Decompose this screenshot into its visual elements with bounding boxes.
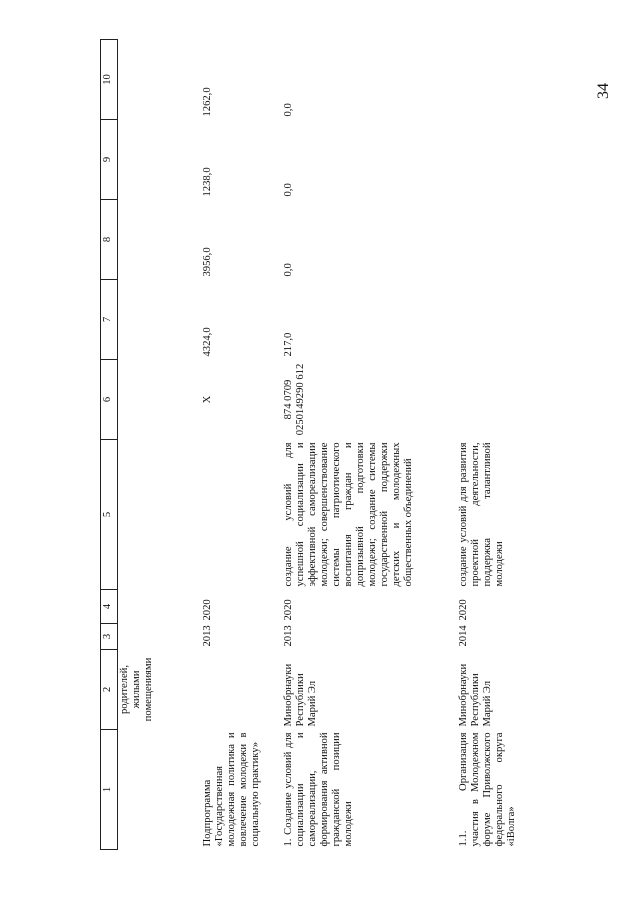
column-number: 2: [101, 650, 118, 730]
cell-value: 217,0: [283, 332, 294, 357]
cell-name: 1.1. Организация участия в Молодежном форуме Приволжского федерального округа «iВолга»: [458, 732, 517, 847]
budget-table: [100, 39, 519, 850]
cell-value: [118, 280, 183, 360]
column-number: 3: [101, 624, 118, 650]
cell-end-year: 2020: [458, 599, 469, 621]
cell-result: [182, 440, 279, 590]
column-number: 7: [101, 280, 118, 360]
cell-value: 1238,0: [202, 167, 213, 197]
cell-code: X: [202, 395, 213, 404]
cell-value: 1262,0: [202, 87, 213, 117]
cell-value: [118, 120, 183, 200]
cell-value: 0,0: [283, 263, 294, 277]
cell-start-year: [118, 624, 183, 650]
table-row-continuation: [118, 40, 183, 850]
cell-value: [454, 40, 519, 120]
cell-value: 0,0: [283, 103, 294, 117]
column-number: 10: [101, 40, 118, 120]
cell-code: [118, 360, 183, 440]
column-number: 6: [101, 360, 118, 440]
cell-value: 4324,0: [202, 327, 213, 357]
table-row-subprogram: [182, 40, 279, 850]
cell-value: 0,0: [283, 183, 294, 197]
cell-value: [454, 200, 519, 280]
cell-name: 1. Создание условий для социализации и самореализации, формирования активной гражданской позиции молодежи: [283, 732, 354, 847]
column-number: 5: [101, 440, 118, 590]
cell-result: создание условий для успешной социализации и эффективной самореализации молодежи; совершенствование системы патриотического воспитания граждан и допризывной подготовки молодежи; создание системы государственной поддержки детских и молодежных общественных объединений: [283, 442, 414, 587]
cell-value: [118, 200, 183, 280]
cell-name: Подпрограмма «Государственная молодежная политика и вовлечение молодежи в социальную практику»: [202, 732, 261, 847]
table-row-activity: [454, 40, 519, 850]
cell-result: [118, 440, 183, 590]
table-sheet: [100, 40, 517, 847]
cell-executor: родителей, жилыми помещениями: [119, 657, 154, 722]
cell-value: [118, 40, 183, 120]
cell-code: 874 0709 0250149290 612: [283, 363, 306, 436]
cell-executor: Минобрнауки Республики Марий Эл: [458, 663, 493, 727]
cell-executor: Минобрнауки Республики Марий Эл: [283, 663, 318, 727]
column-number: 1: [101, 730, 118, 850]
cell-value: 3956,0: [202, 247, 213, 277]
cell-start-year: 2013: [202, 625, 213, 647]
cell-end-year: 2020: [202, 599, 213, 621]
cell-start-year: 2013: [283, 625, 294, 647]
cell-value: [454, 120, 519, 200]
cell-executor: [182, 650, 279, 730]
cell-end-year: 2020: [283, 599, 294, 621]
column-number: 8: [101, 200, 118, 280]
cell-end-year: [118, 590, 183, 624]
column-number: 9: [101, 120, 118, 200]
column-number: 4: [101, 590, 118, 624]
page-number: 34: [595, 83, 612, 99]
cell-name: [118, 730, 183, 850]
cell-start-year: 2014: [458, 625, 469, 647]
column-number-row: [101, 40, 118, 850]
cell-result: создание условий для развития проектной деятельности, поддержка талантливой молодежи: [458, 442, 505, 587]
table-rotated: [100, 40, 520, 850]
table-row-activity: [279, 40, 454, 850]
cell-value: [454, 280, 519, 360]
cell-code: [454, 360, 519, 440]
